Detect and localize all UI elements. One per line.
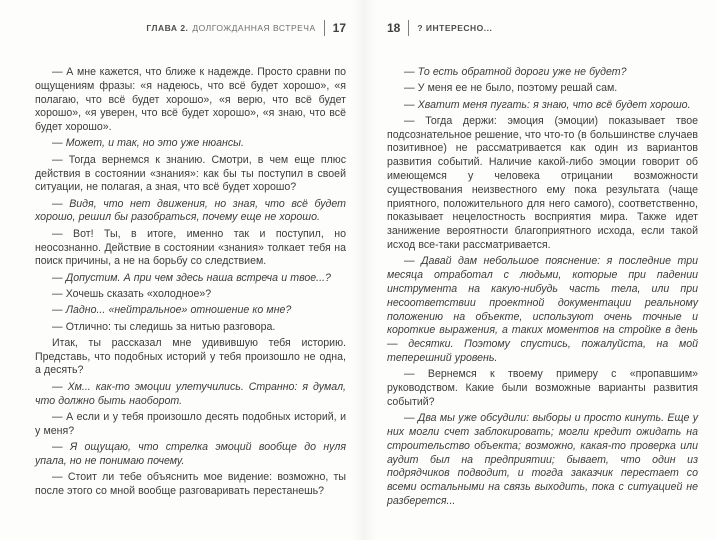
chapter-title: ДОЛГОЖДАННАЯ ВСТРЕЧА	[192, 23, 316, 33]
dialogue-paragraph: — Хочешь сказать «холодное»?	[52, 287, 212, 300]
chapter-label: ГЛАВА 2.	[146, 23, 189, 33]
page-body-left	[35, 66, 346, 499]
header-separator-rule	[408, 20, 409, 36]
dialogue-paragraph: — Вот! Ты, в итоге, именно так и поступил, но неосознанно. Действие в состоянии «знания» толкает тебя на поиск причины, а не на борьбу со следствием.	[35, 227, 346, 268]
dialogue-paragraph: — Отлично: ты следишь за нитью разговора.	[52, 320, 276, 333]
dialogue-paragraph-italic: — Я ощущаю, что стрелка эмоций вообще до нуля упала, но не понимаю почему.	[35, 440, 346, 467]
page-body-right	[387, 66, 698, 509]
page-number-left: 17	[332, 21, 346, 35]
dialogue-paragraph: Итак, ты рассказал мне удивившую тебя историю. Представь, что подобных историй у тебя произошло не одна, а десять?	[35, 336, 346, 377]
book-running-title: ? ИНТЕРЕСНО...	[417, 23, 493, 33]
dialogue-paragraph: — А мне кажется, что ближе к надежде. Просто сравни по ощущениям фразы: «я надеюсь, что всё будет хорошо», «я полагаю, что всё будет хорошо», «я верю, что всё будет хорошо», «я уверен, что всё будет хорошо», «я знаю, что всё будет хорошо».	[35, 66, 346, 134]
dialogue-paragraph-italic: — Давай дам небольшое пояснение: я последние три месяца отработал с людьми, которые при падении инструмента на какую-нибудь часть тела, или при несоответствии проектной документации реальному положению на объекте, используют очень точные и короткие выражения, а таких моментов на стройке в день — десятки. Поэтому спустись, пожалуйста, на мой теперешний уровень.	[387, 255, 698, 364]
dialogue-paragraph: — Тогда держи: эмоция (эмоции) показывает твое подсознательное решение, что что-то (в большинстве случаев позитивное) не рассматривается как один из вариантов развития событий. Наличие какой-либо эмоции говорит об имеющемся у человека отрицании возможности существования неизвестного ему пока результата (чаще приятного, положительного для него самого), соответственно, показывает нецелостность восприятия мира. Также идет занижение вероятности благоприятного исхода, если такой исход все-таки рассматривается.	[387, 114, 698, 252]
dialogue-paragraph: — У меня ее не было, поэтому решай сам.	[404, 82, 618, 95]
running-head-right	[387, 20, 698, 36]
dialogue-paragraph-italic: — Хм... как-то эмоции улетучились. Странно: я думал, что должно быть наоборот.	[35, 380, 346, 407]
dialogue-paragraph: — А если и у тебя произошло десять подобных историй, и у меня?	[35, 410, 346, 437]
dialogue-paragraph-italic: — Может, и так, но это уже нюансы.	[52, 137, 244, 150]
header-separator-rule	[324, 20, 325, 36]
dialogue-paragraph-italic: — Видя, что нет движения, но зная, что всё будет хорошо, решил бы разобраться, почему еще не хорошо.	[35, 197, 346, 224]
page-right	[387, 0, 698, 509]
page-left	[35, 0, 346, 499]
dialogue-paragraph-italic: — Допустим. А при чем здесь наша встреча и твое...?	[52, 271, 331, 284]
dialogue-paragraph: — Тогда вернемся к знанию. Смотри, в чем еще плюс действия в состоянии «знания»: как бы ты поступил в своей ситуации, не полагая, а зная, что всё будет хорошо?	[35, 153, 346, 194]
dialogue-paragraph-italic: — Ладно... «нейтральное» отношение ко мне?	[52, 304, 292, 317]
page-number-right: 18	[387, 21, 401, 35]
dialogue-paragraph-italic: — То есть обратной дороги уже не будет?	[404, 66, 627, 78]
dialogue-paragraph: — Вернемся к твоему примеру с «пропавшим» руководством. Какие были возможные варианты развития событий?	[387, 368, 698, 408]
running-head-left	[35, 20, 346, 36]
dialogue-paragraph-italic: — Два мы уже обсудили: выборы и просто кинуть. Еще у них могли счет заблокировать; могли кредит ожидать на строительство объекта; возможно, какая-то проверка или аудит был на предприятии; бывает, что один из подрядчиков подводит, и тогда заказчик перестает со всеми остальными на связь выходить, пока с ситуацией не разберется...	[387, 412, 698, 507]
page-gutter-shadow	[352, 0, 376, 540]
dialogue-paragraph-italic: — Хватит меня пугать: я знаю, что всё будет хорошо.	[404, 98, 691, 111]
dialogue-paragraph: — Стоит ли тебе объяснить мое видение: возможно, ты после этого со мной вообще разговаривать перестанешь?	[35, 471, 346, 497]
